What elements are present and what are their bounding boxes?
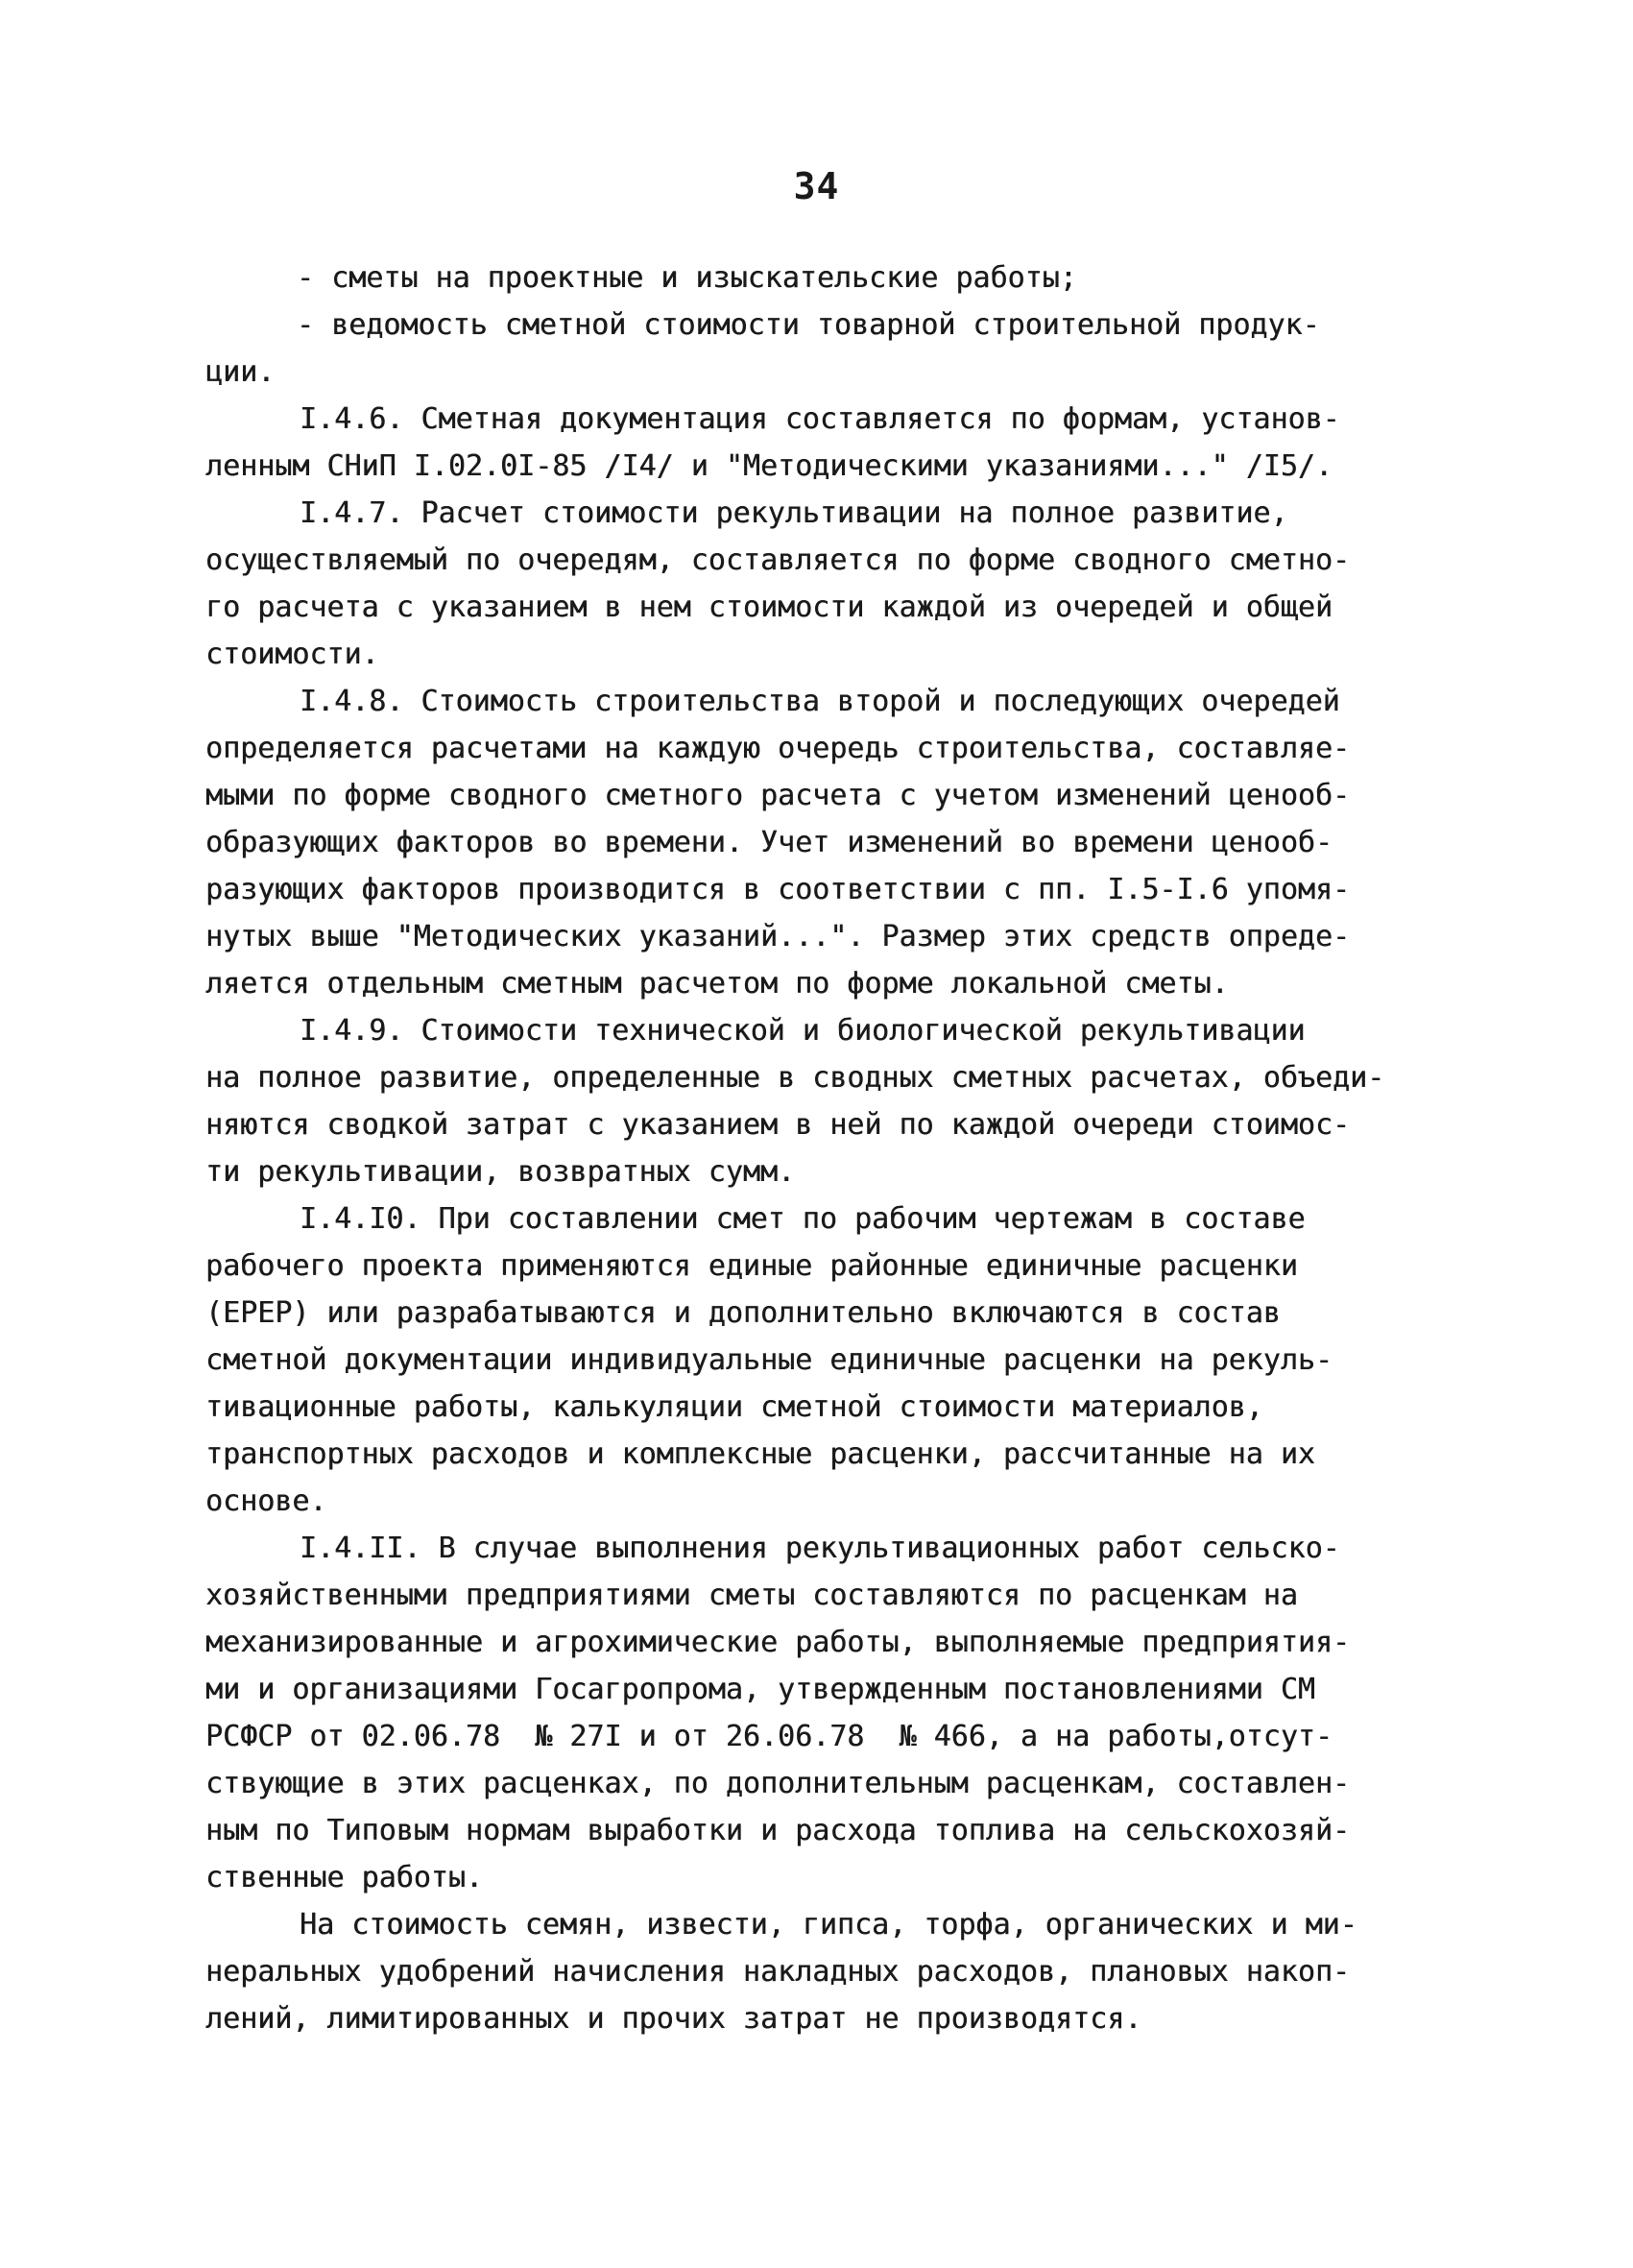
text-line: лений, лимитированных и прочих затрат не производятся.: [205, 2002, 1142, 2036]
text-line: тивационные работы, калькуляции сметной стоимости материалов,: [205, 1390, 1263, 1424]
text-line: I.4.9. Стоимости технической и биологической рекультивации: [300, 1014, 1306, 1048]
text-line: ственные работы.: [205, 1861, 483, 1894]
text-line: го расчета с указанием в нем стоимости каждой из очередей и общей: [205, 591, 1333, 624]
text-line: I.4.7. Расчет стоимости рекультивации на полное развитие,: [300, 496, 1288, 530]
text-line: ми и организациями Госагропрома, утвержденным постановлениями СМ: [205, 1673, 1315, 1706]
text-line: ти рекультивации, возвратных сумм.: [205, 1155, 796, 1189]
text-line: I.4.I0. При составлении смет по рабочим чертежам в составе: [300, 1202, 1306, 1236]
text-line: РСФСР от 02.06.78 № 27I и от 26.06.78 № 466, а на работы,отсут-: [205, 1720, 1333, 1753]
text-line: рабочего проекта применяются единые районные единичные расценки: [205, 1249, 1298, 1283]
text-line: На стоимость семян, извести, гипса, торфа, органических и ми-: [300, 1908, 1357, 1942]
text-line: ляется отдельным сметным расчетом по форме локальной сметы.: [205, 967, 1229, 1001]
text-line: основе.: [205, 1484, 327, 1518]
body-text: [205, 254, 1425, 2042]
text-line: хозяйственными предприятиями сметы составляются по расценкам на: [205, 1579, 1298, 1612]
text-line: няются сводкой затрат с указанием в ней по каждой очереди стоимос-: [205, 1108, 1351, 1142]
text-line: I.4.6. Сметная документация составляется по формам, установ-: [300, 402, 1340, 436]
page-number: 34: [793, 165, 840, 207]
text-line: ленным СНиП I.02.0I-85 /I4/ и "Методическими указаниями..." /I5/.: [205, 449, 1333, 483]
text-line: I.4.II. В случае выполнения рекультивационных работ сельско-: [300, 1532, 1340, 1565]
text-line: стоимости.: [205, 638, 379, 671]
text-line: (ЕРЕР) или разрабатываются и дополнительно включаются в состав: [205, 1296, 1281, 1330]
text-line: ствующие в этих расценках, по дополнительным расценкам, составлен-: [205, 1767, 1351, 1800]
text-line: транспортных расходов и комплексные расценки, рассчитанные на их: [205, 1437, 1315, 1471]
text-line: сметной документации индивидуальные единичные расценки на рекуль-: [205, 1343, 1333, 1377]
text-line: на полное развитие, определенные в сводных сметных расчетах, объеди-: [205, 1061, 1385, 1095]
text-line: разующих факторов производится в соответствии с пп. I.5-I.6 упомя-: [205, 873, 1351, 906]
text-line: - ведомость сметной стоимости товарной строительной продук-: [297, 308, 1320, 342]
text-line: неральных удобрений начисления накладных расходов, плановых накоп-: [205, 1955, 1351, 1989]
text-line: нутых выше "Методических указаний...". Размер этих средств опреде-: [205, 920, 1351, 953]
text-line: осуществляемый по очередям, составляется по форме сводного сметно-: [205, 543, 1351, 577]
text-line: определяется расчетами на каждую очередь строительства, составляе-: [205, 732, 1351, 765]
text-line: - сметы на проектные и изыскательские работы;: [297, 261, 1077, 295]
text-line: ным по Типовым нормам выработки и расхода топлива на сельскохозяй-: [205, 1814, 1351, 1847]
text-line: образующих факторов во времени. Учет изменений во времени ценооб-: [205, 826, 1333, 859]
text-line: ции.: [205, 355, 276, 389]
text-line: I.4.8. Стоимость строительства второй и последующих очередей: [300, 685, 1340, 718]
text-line: механизированные и агрохимические работы, выполняемые предприятия-: [205, 1626, 1351, 1659]
text-line: мыми по форме сводного сметного расчета с учетом изменений ценооб-: [205, 779, 1351, 812]
